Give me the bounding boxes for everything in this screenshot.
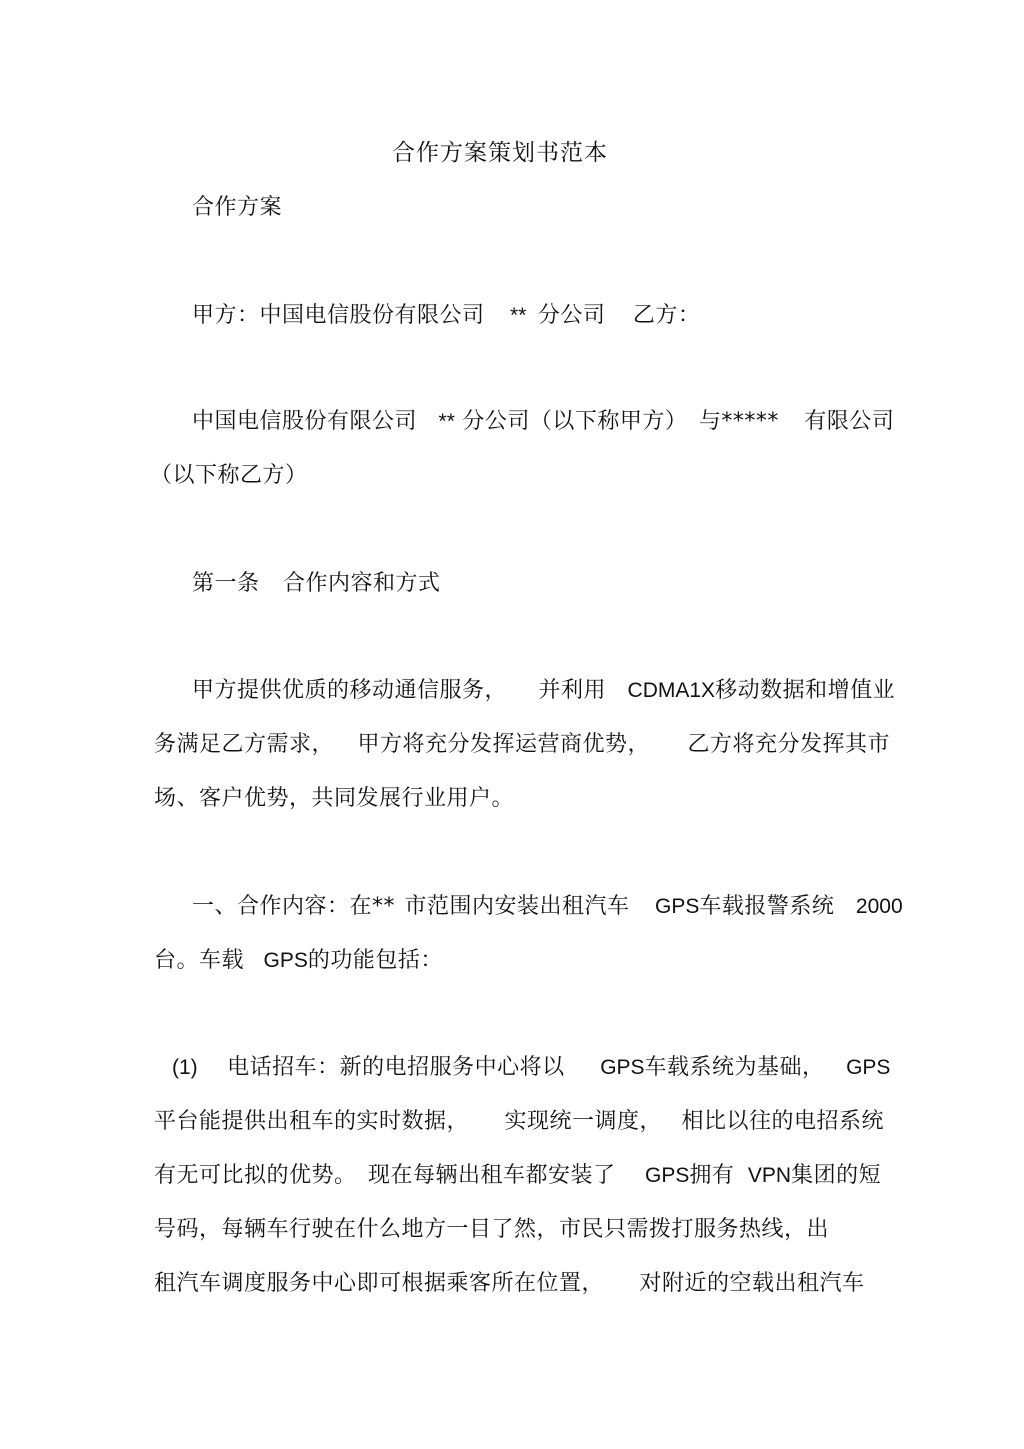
item-1-seg: 拥有: [689, 1163, 735, 1188]
item-1-vpn: VPN: [747, 1164, 792, 1187]
item-1-seg: 现在每辆出租车都安装了: [368, 1163, 616, 1188]
item-1-gps: GPS: [846, 1056, 891, 1079]
para-1-line-3: 场、客户优势，共同发展行业用户。: [154, 786, 515, 811]
intro-limited: 有限公司: [804, 409, 895, 434]
item-1-line-5: [154, 1269, 865, 1299]
para-2-gps: GPS: [655, 895, 700, 918]
para-2-line-1: [192, 892, 903, 922]
item-1-seg: 平台能提供出租车的实时数据，: [154, 1109, 470, 1134]
para-1-seg: 乙方将充分发挥其市: [687, 732, 891, 757]
item-1-seg: 实现统一调度，: [504, 1109, 663, 1134]
item-1-number: (1): [172, 1056, 198, 1079]
para-1-seg: 务满足乙方需求，: [154, 732, 335, 757]
subtitle: 合作方案: [192, 195, 283, 220]
para-1-seg: 并利用: [538, 678, 607, 703]
item-1-gps: GPS: [645, 1164, 690, 1187]
intro-company: 中国电信股份有限公司: [192, 409, 418, 434]
article-1-heading: [192, 569, 441, 599]
para-1-line-2: [154, 730, 890, 760]
item-1-seg: 相比以往的电招系统: [681, 1109, 885, 1134]
para-1-seg: 甲方将充分发挥运营商优势，: [357, 732, 651, 757]
party-a-stars: **: [510, 304, 527, 327]
item-1-seg: 电话招车：新的电招服务中心将以: [227, 1055, 565, 1080]
intro-stars: **: [438, 410, 455, 433]
para-1-cdma: CDMA1X: [627, 679, 716, 702]
item-1-gps: GPS: [600, 1056, 645, 1079]
item-1-seg: 集团的短: [791, 1163, 882, 1188]
intro-branch: 分公司（以下称甲方）: [462, 409, 688, 434]
party-a-branch: 分公司: [537, 303, 606, 328]
para-2-gps: GPS: [263, 949, 308, 972]
para-1-line-1: [192, 676, 895, 706]
item-1-line-1: [172, 1053, 890, 1083]
item-1-seg: 对附近的空载出租汽车: [639, 1271, 865, 1296]
party-a-label: 甲方：中国电信股份有限公司: [192, 303, 485, 328]
para-2-seg: 的功能包括：: [307, 948, 443, 973]
item-1-seg: 租汽车调度服务中心即可根据乘客所在位置，: [154, 1271, 605, 1296]
item-1-seg: 车载系统为基础，: [644, 1055, 825, 1080]
intro-line-1: [192, 407, 894, 437]
item-1-line-3: [154, 1161, 881, 1191]
para-2-seg: 一、合作内容：在**: [192, 894, 396, 919]
document-title: 合作方案策划书范本: [392, 140, 608, 166]
para-2-line-2: [154, 946, 443, 976]
item-1-line-2: [154, 1107, 884, 1137]
item-1-seg: 有无可比拟的优势。: [154, 1163, 357, 1188]
article-1-text: 合作内容和方式: [283, 571, 441, 596]
para-2-seg: 车载报警系统: [699, 894, 835, 919]
item-1-line-4: 号码，每辆车行驶在什么地方一目了然，市民只需拨打服务热线，出: [154, 1217, 830, 1242]
para-2-seg: 台。车载: [154, 948, 245, 973]
para-1-seg: 移动数据和增值业: [715, 678, 896, 703]
intro-line-2: （以下称乙方）: [150, 463, 308, 488]
parties-line: [192, 301, 700, 331]
para-1-seg: 甲方提供优质的移动通信服务，: [192, 678, 508, 703]
party-b-label: 乙方：: [632, 303, 701, 328]
article-1-number: 第一条: [192, 571, 260, 596]
para-2-seg: 市范围内安装出租汽车: [404, 894, 630, 919]
intro-with: 与*****: [698, 409, 779, 434]
para-2-count: 2000: [855, 895, 903, 918]
